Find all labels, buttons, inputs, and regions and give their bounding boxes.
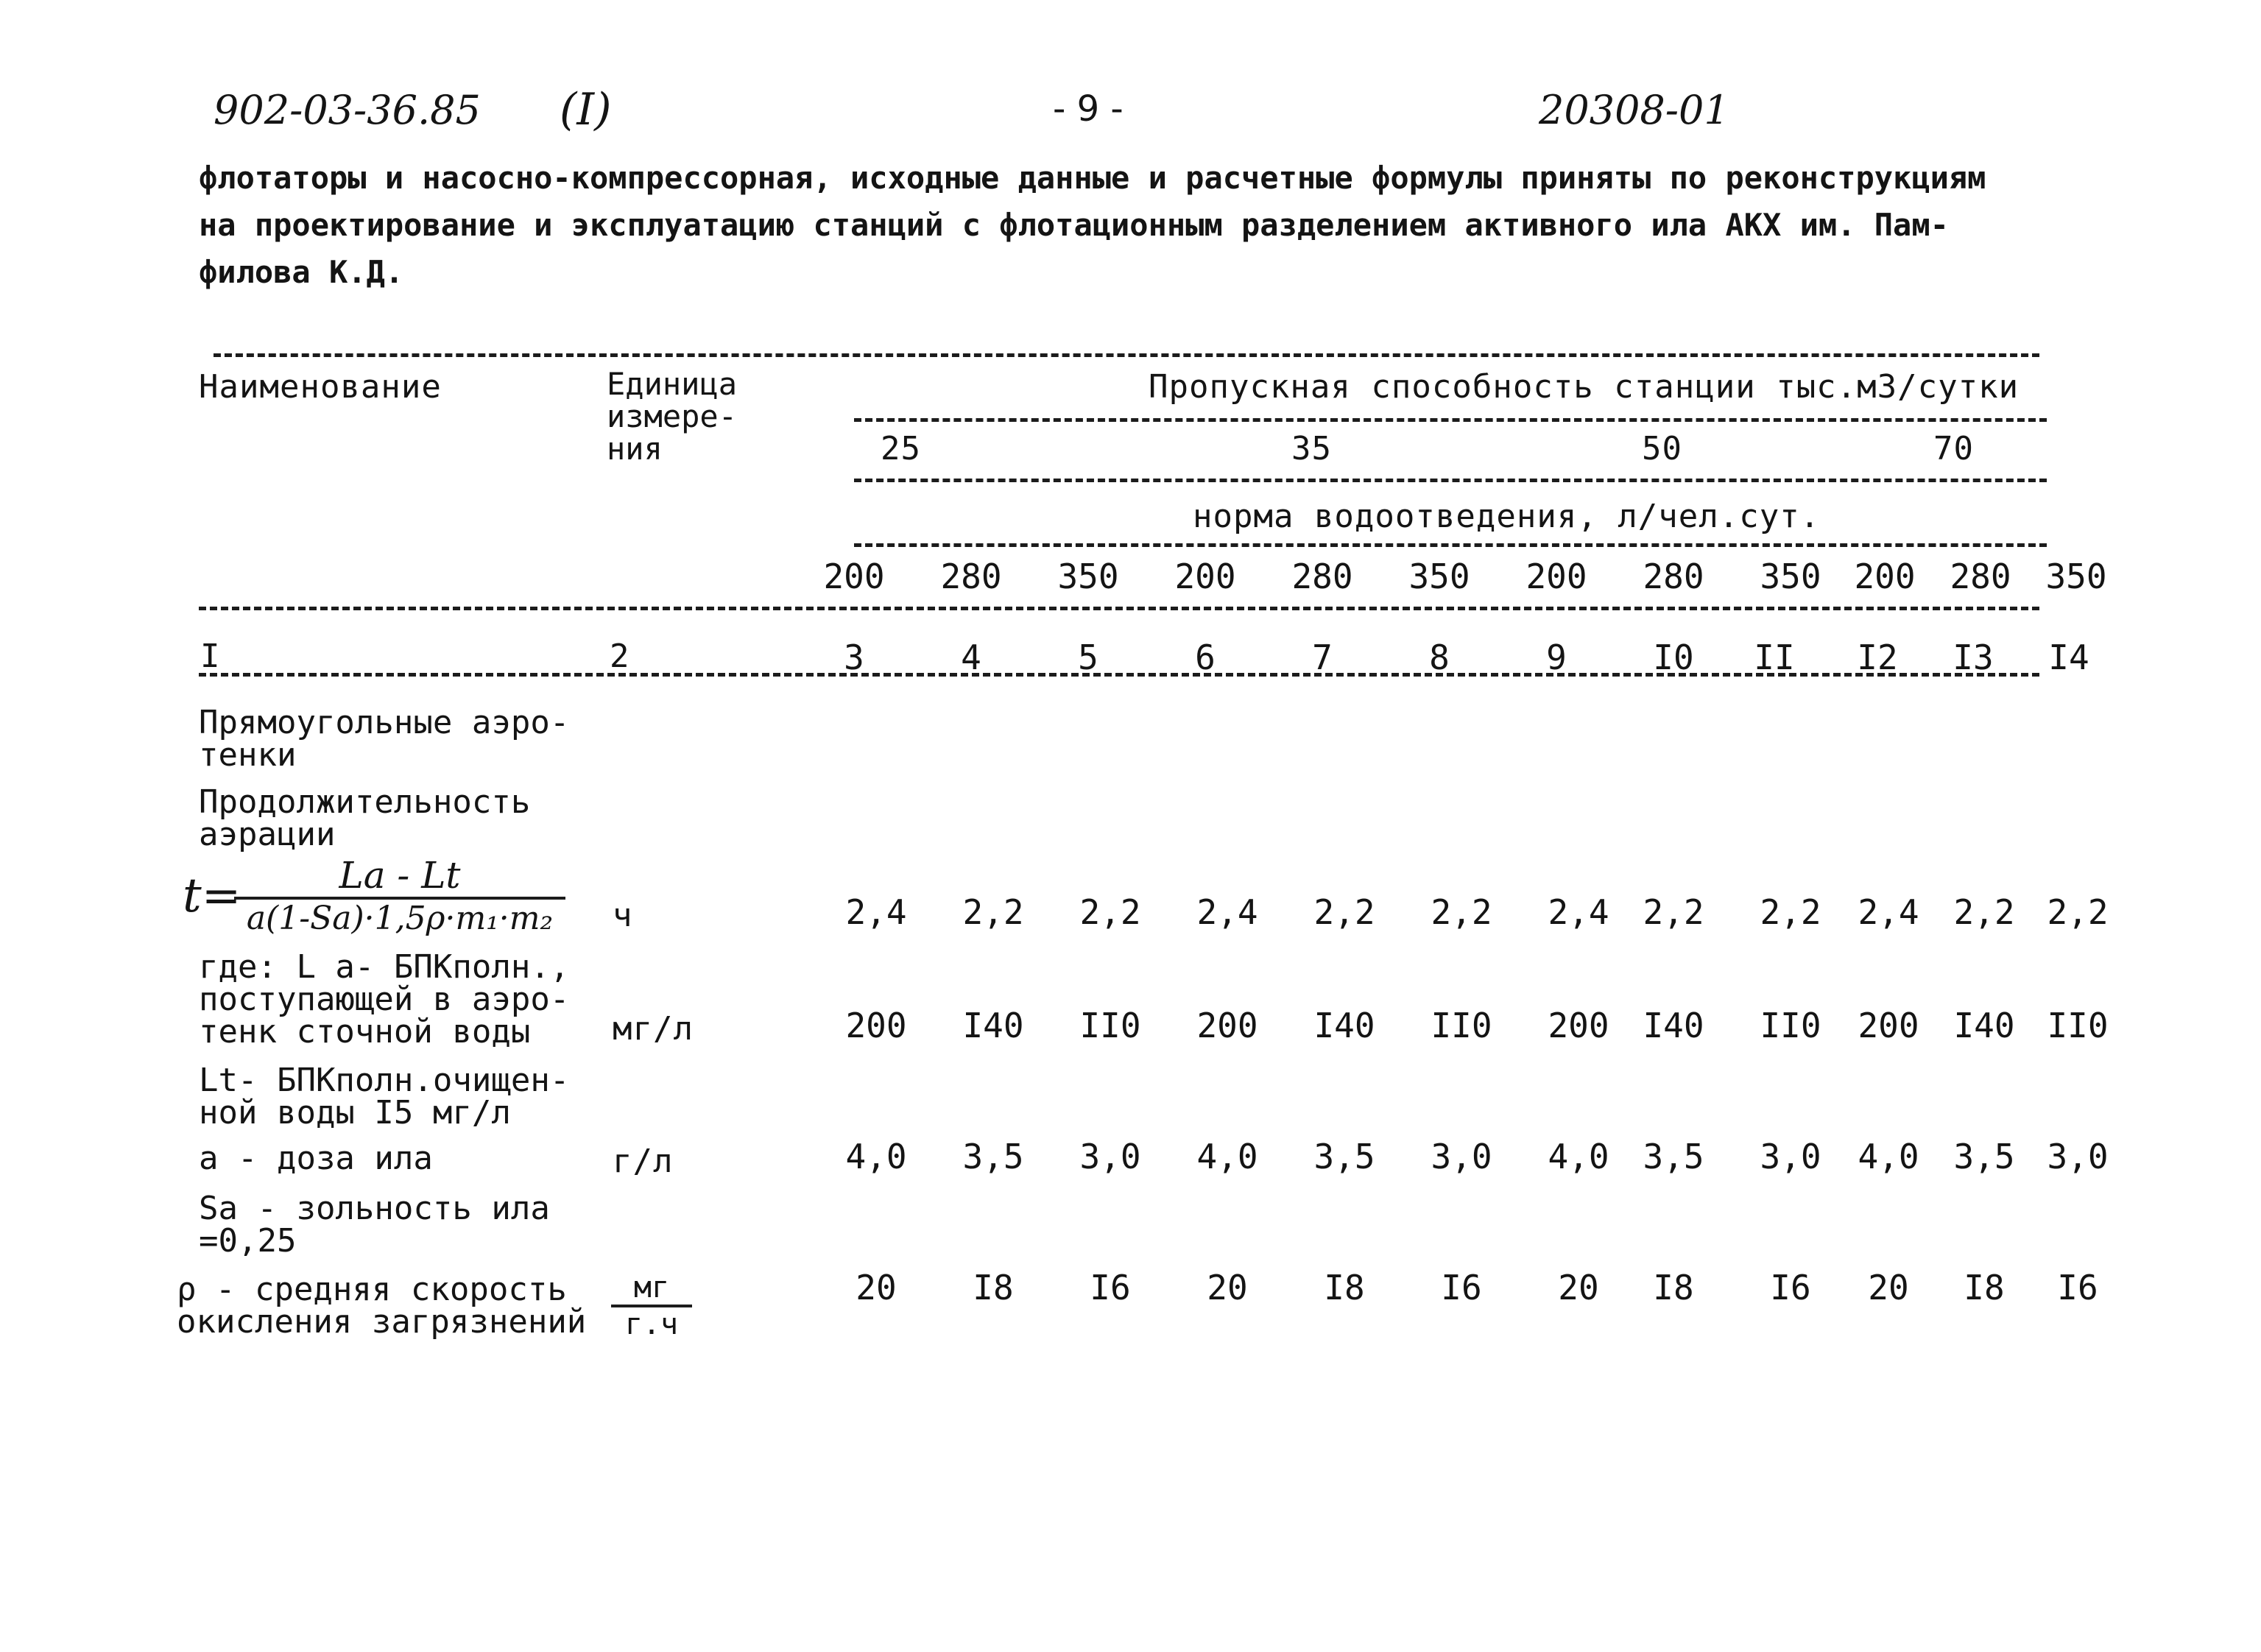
norm-value: 200 [1525, 557, 1587, 596]
value-cell: II0 [1079, 1006, 1141, 1045]
column-number: I0 [1653, 638, 1694, 677]
column-number: 3 [844, 638, 864, 677]
value-cell: I8 [973, 1268, 1014, 1307]
value-cell: 3,0 [1079, 1137, 1141, 1176]
norm-value: 350 [1760, 557, 1821, 596]
value-cell: 3,5 [962, 1137, 1024, 1176]
value-cell: 3,5 [1643, 1137, 1704, 1176]
value-cell: 2,2 [1431, 892, 1492, 932]
row-label: Sа - зольность ила =0,25 [199, 1190, 550, 1260]
unit-cell: ч [613, 897, 633, 934]
formula-numerator: La - Lt [339, 854, 461, 897]
capacity-rule [854, 418, 2047, 422]
intro-line-1: флотаторы и насосно-компрессорная, исходные данные и расчетные формулы приняты по реконструкциям [199, 160, 1986, 196]
norm-value: 200 [1174, 557, 1236, 596]
value-cell: 20 [1207, 1268, 1248, 1307]
value-cell: 2,4 [1858, 892, 1919, 932]
column-number: I2 [1857, 638, 1898, 677]
norm-value: 350 [2045, 557, 2107, 596]
unit-denominator: г.ч [624, 1307, 679, 1341]
table-top-rule [214, 353, 2039, 357]
value-cell: 3,5 [1953, 1137, 2015, 1176]
norm-value: 280 [940, 557, 1002, 596]
value-cell: I6 [1770, 1268, 1811, 1307]
norm-value: 280 [1643, 557, 1704, 596]
row-label: а - доза ила [199, 1140, 433, 1177]
column-header-unit: Единица измере- ния [607, 366, 738, 467]
value-cell: II0 [2047, 1006, 2109, 1045]
column-number: 6 [1195, 638, 1216, 677]
norm-header: норма водоотведения, л/чел.сут. [1193, 498, 1821, 535]
value-cell: I40 [962, 1006, 1024, 1045]
unit-cell: г/л [613, 1143, 674, 1180]
capacity-70: 70 [1933, 430, 1974, 467]
value-cell: 200 [1548, 1006, 1609, 1045]
formula-denominator: a(1-Sa)·1,5ρ·m₁·m₂ [246, 900, 554, 937]
value-cell: I8 [1653, 1268, 1694, 1307]
value-cell: 2,2 [1079, 892, 1141, 932]
capacity-25: 25 [881, 430, 921, 467]
value-cell: 2,4 [845, 892, 907, 932]
value-cell: 2,2 [1760, 892, 1821, 932]
row-label: где: L а- БПКполн., поступающей в аэро- тенк сточной воды [199, 948, 570, 1051]
value-cell: I8 [1964, 1268, 2005, 1307]
value-cell: I6 [1441, 1268, 1482, 1307]
column-number: 2 [610, 638, 630, 675]
column-number: 5 [1078, 638, 1098, 677]
value-cell: 20 [856, 1268, 897, 1307]
capacity-50: 50 [1642, 430, 1682, 467]
value-cell: I40 [1953, 1006, 2015, 1045]
value-cell: I6 [2057, 1268, 2098, 1307]
column-number: 8 [1429, 638, 1450, 677]
value-cell: I8 [1324, 1268, 1365, 1307]
value-cell: 20 [1868, 1268, 1909, 1307]
value-cell: 200 [1858, 1006, 1919, 1045]
value-cell: 3,0 [2047, 1137, 2109, 1176]
value-cell: I40 [1313, 1006, 1375, 1045]
value-cell: II0 [1760, 1006, 1821, 1045]
column-number: 7 [1312, 638, 1333, 677]
column-number: II [1754, 638, 1795, 677]
value-cell: 200 [845, 1006, 907, 1045]
row-label: ρ - средняя скорость окисления загрязнений [177, 1271, 587, 1341]
document-code: 902-03-36.85 [214, 87, 481, 133]
norm-top-rule [854, 479, 2047, 482]
column-header-name: Наименование [199, 368, 442, 406]
value-cell: 2,4 [1196, 892, 1258, 932]
intro-line-3: филова К.Д. [199, 254, 404, 290]
column-number: I [200, 638, 221, 675]
value-cell: 2,2 [1953, 892, 2015, 932]
value-cell: 2,2 [2047, 892, 2109, 932]
intro-paragraph [199, 155, 1986, 296]
part-number: (I) [560, 84, 612, 135]
capacity-header: Пропускная способность станции тыс.м3/сутки [1149, 368, 2020, 406]
formula-lhs: t= [183, 869, 241, 923]
page-number: - 9 - [1053, 88, 1124, 130]
column-number: 4 [961, 638, 981, 677]
value-cell: 2,2 [1643, 892, 1704, 932]
norm-value: 350 [1408, 557, 1470, 596]
value-cell: 20 [1558, 1268, 1599, 1307]
unit-numerator: мг [633, 1271, 670, 1305]
value-cell: 4,0 [1858, 1137, 1919, 1176]
norm-bottom-rule [854, 543, 2047, 547]
section-subtitle: Продолжительность аэрации [199, 783, 531, 853]
column-number: I4 [2048, 638, 2089, 677]
value-cell: I40 [1643, 1006, 1704, 1045]
value-cell: 2,2 [962, 892, 1024, 932]
norm-value: 200 [823, 557, 885, 596]
value-cell: 200 [1196, 1006, 1258, 1045]
value-cell: II0 [1431, 1006, 1492, 1045]
value-cell: 3,5 [1313, 1137, 1375, 1176]
capacity-35: 35 [1291, 430, 1332, 467]
column-number: I3 [1953, 638, 1994, 677]
value-cell: 3,0 [1431, 1137, 1492, 1176]
value-cell: 2,2 [1313, 892, 1375, 932]
section-title: Прямоугольные аэро- тенки [199, 704, 570, 774]
header-bottom-rule [199, 607, 2039, 610]
unit-fraction [611, 1271, 692, 1341]
norm-value: 280 [1291, 557, 1353, 596]
value-cell: I6 [1090, 1268, 1131, 1307]
value-cell: 2,4 [1548, 892, 1609, 932]
unit-cell: мг/л [613, 1010, 694, 1048]
row-label: Lt- БПКполн.очищен- ной воды I5 мг/л [199, 1062, 570, 1132]
value-cell: 4,0 [1196, 1137, 1258, 1176]
formula-fraction [234, 854, 565, 937]
intro-line-2: на проектирование и эксплуатацию станций с флотационным разделением активного ила АКХ им. Пам- [199, 207, 1949, 243]
norm-value: 280 [1950, 557, 2011, 596]
column-number: 9 [1546, 638, 1567, 677]
value-cell: 4,0 [1548, 1137, 1609, 1176]
value-cell: 4,0 [845, 1137, 907, 1176]
value-cell: 3,0 [1760, 1137, 1821, 1176]
drawing-number: 20308-01 [1539, 87, 1729, 133]
norm-value: 350 [1057, 557, 1119, 596]
norm-value: 200 [1854, 557, 1916, 596]
